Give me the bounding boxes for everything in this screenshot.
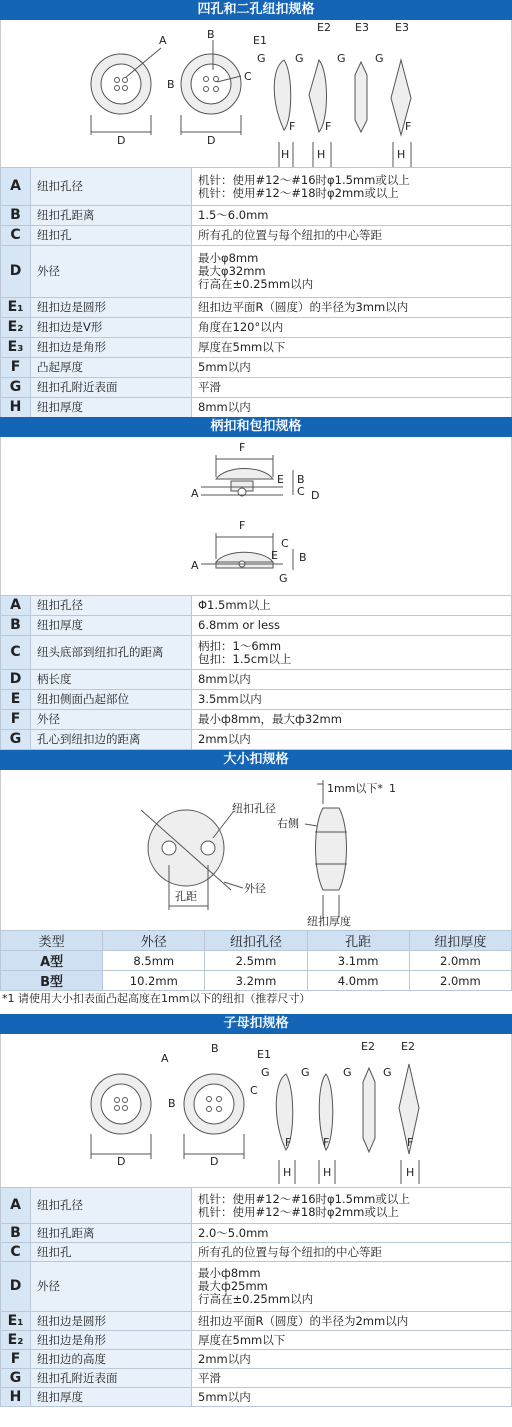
table-row	[1, 226, 512, 246]
label-e2a: E2	[361, 1040, 375, 1053]
row-value	[192, 1188, 512, 1224]
row-key: A	[1, 596, 31, 616]
table-row	[1, 690, 512, 710]
label-d1: D	[117, 1155, 126, 1168]
row-value: 3.5mm以内	[192, 690, 512, 710]
size-cell: A型	[1, 951, 103, 971]
button-diagram-1	[1, 20, 512, 167]
size-note: *1 请使用大小扣表面凸起高度在1mm以下的纽扣（推荐尺寸）	[2, 992, 311, 1005]
label-e2: E2	[317, 21, 331, 34]
row-key: B	[1, 206, 31, 226]
label-g4: G	[375, 52, 384, 65]
section-title-size-button: 大小扣规格	[0, 750, 512, 770]
label-outer: 外径	[244, 882, 266, 895]
row-name: 纽扣孔径	[31, 596, 192, 616]
row-key: E₁	[1, 298, 31, 318]
row-value: 纽扣边平面R（圆度）的半径为3mm以内	[192, 298, 512, 318]
row-name: 纽扣边的高度	[31, 1350, 192, 1369]
row-name: 孔心到纽扣边的距离	[31, 730, 192, 750]
row-key: A	[1, 1188, 31, 1224]
table-row	[1, 298, 512, 318]
row-key: A	[1, 168, 31, 206]
row-value: 5mm以内	[192, 1388, 512, 1407]
value-line: 最大φ32mm	[198, 264, 266, 278]
table-row	[1, 1262, 512, 1312]
table-row	[1, 246, 512, 298]
row-name: 纽扣孔距离	[31, 206, 192, 226]
label-f2: F	[325, 120, 332, 133]
row-name: 纽扣孔	[31, 1243, 192, 1262]
table-row	[1, 378, 512, 398]
value-line: 最小φ8mm	[198, 251, 259, 265]
size-cell: 2.5mm	[205, 951, 307, 971]
row-value: 8mm以内	[192, 670, 512, 690]
row-name: 纽扣孔径	[31, 168, 192, 206]
label-g2: G	[301, 1066, 310, 1079]
row-key: G	[1, 1369, 31, 1388]
label-h2: H	[317, 148, 326, 161]
row-key: G	[1, 378, 31, 398]
row-key: F	[1, 1350, 31, 1369]
row-value	[192, 246, 512, 298]
spec-table-snap-button	[0, 1187, 512, 1407]
col-dist: 孔距	[307, 931, 409, 951]
table-row	[1, 206, 512, 226]
label-a: A	[161, 1052, 169, 1065]
row-name: 外径	[31, 246, 192, 298]
table-row	[1, 1369, 512, 1388]
label-g3: G	[337, 52, 346, 65]
row-name: 外径	[31, 1262, 192, 1312]
row-value	[192, 168, 512, 206]
row-key: G	[1, 730, 31, 750]
figure-4hole-2hole	[0, 20, 512, 167]
label-g: G	[279, 572, 288, 585]
label-a: A	[159, 34, 167, 47]
spec-table-shank-covered	[0, 595, 512, 750]
value-line: 机针：使用#12～#16时φ1.5mm或以上	[198, 172, 410, 187]
label-g2: G	[295, 52, 304, 65]
label-f2: F	[323, 1136, 330, 1149]
table-row	[1, 710, 512, 730]
label-f1: F	[289, 120, 296, 133]
table-row	[1, 951, 512, 971]
label-c: C	[250, 1084, 258, 1097]
row-key: E₃	[1, 338, 31, 358]
label-e3a: E3	[355, 21, 369, 34]
row-name: 纽扣厚度	[31, 1388, 192, 1407]
table-row	[1, 1331, 512, 1350]
label-hole-dist: 孔距	[175, 890, 197, 903]
label-h2: H	[323, 1166, 332, 1179]
row-name: 纽扣侧面凸起部位	[31, 690, 192, 710]
label-h1: H	[283, 1166, 292, 1179]
label-d2: D	[210, 1155, 219, 1168]
label-right-side: 右侧	[277, 817, 299, 830]
label-e1: E1	[257, 1048, 271, 1061]
table-row	[1, 1312, 512, 1331]
row-value: 纽扣边平面R（圆度）的半径为2mm以内	[192, 1312, 512, 1331]
row-key: H	[1, 1388, 31, 1407]
row-value: 厚度在5mm以下	[192, 1331, 512, 1350]
row-name: 纽扣孔距离	[31, 1224, 192, 1243]
size-cell: 8.5mm	[103, 951, 205, 971]
table-row	[1, 730, 512, 750]
row-key: B	[1, 1224, 31, 1243]
label-g1: G	[261, 1066, 270, 1079]
label-e2b: E2	[401, 1040, 415, 1053]
row-value: 最小ф8mm，最大ф32mm	[192, 710, 512, 730]
row-key: B	[1, 616, 31, 636]
row-key: E	[1, 690, 31, 710]
row-value: 2mm以内	[192, 1350, 512, 1369]
label-bump: 1mm以下*	[327, 782, 383, 795]
value-line: 最小ф8mm	[198, 1266, 261, 1280]
table-header-row	[1, 931, 512, 951]
row-key: D	[1, 1262, 31, 1312]
col-type: 类型	[1, 931, 103, 951]
value-line: 包扣：1.5cm以上	[198, 651, 292, 666]
row-key: F	[1, 358, 31, 378]
row-name: 纽扣边是圆形	[31, 1312, 192, 1331]
row-name: 纽扣边是角形	[31, 1331, 192, 1350]
label-f3: F	[407, 1136, 414, 1149]
row-key: C	[1, 1243, 31, 1262]
size-cell: 10.2mm	[103, 971, 205, 991]
section-title-4hole-2hole: 四孔和二孔纽扣规格	[0, 0, 512, 20]
row-key: E₂	[1, 1331, 31, 1350]
label-b2: B	[168, 1097, 176, 1110]
row-name: 纽扣边是V形	[31, 318, 192, 338]
row-value: 所有孔的位置与每个纽扣的中心等距	[192, 226, 512, 246]
value-line: 行高在±0.25mm以内	[198, 1292, 314, 1306]
size-cell: B型	[1, 971, 103, 991]
row-key: E₂	[1, 318, 31, 338]
label-bump-note: 1	[389, 782, 396, 795]
row-name: 纽扣孔附近表面	[31, 378, 192, 398]
label-f1: F	[285, 1136, 292, 1149]
label-f3: F	[405, 120, 412, 133]
table-row	[1, 1224, 512, 1243]
table-row	[1, 358, 512, 378]
size-cell: 4.0mm	[307, 971, 409, 991]
label-b: B	[211, 1042, 219, 1055]
row-name: 纽扣孔	[31, 226, 192, 246]
label-f: F	[239, 441, 246, 454]
table-row	[1, 1350, 512, 1369]
row-value: 8mm以内	[192, 398, 512, 418]
row-value: 平滑	[192, 1369, 512, 1388]
spec-table-4hole-2hole	[0, 167, 512, 418]
row-value: 平滑	[192, 378, 512, 398]
row-value: Φ1.5mm以上	[192, 596, 512, 616]
row-name: 纽扣边是圆形	[31, 298, 192, 318]
label-d2: D	[207, 134, 216, 147]
value-line: 柄扣：1～6mm	[198, 638, 282, 653]
col-hole: 纽扣孔径	[205, 931, 307, 951]
table-row	[1, 398, 512, 418]
size-table	[0, 930, 512, 991]
table-row	[1, 636, 512, 670]
table-row	[1, 616, 512, 636]
row-name: 纽扣厚度	[31, 398, 192, 418]
table-row	[1, 1243, 512, 1262]
table-row	[1, 318, 512, 338]
row-key: D	[1, 670, 31, 690]
value-line: 机针：使用#12～#16时φ1.5mm或以上	[198, 1191, 410, 1206]
label-h1: H	[281, 148, 290, 161]
row-key: E₁	[1, 1312, 31, 1331]
row-value: 所有孔的位置与每个纽扣的中心等距	[192, 1243, 512, 1262]
row-key: D	[1, 246, 31, 298]
label-g3: G	[343, 1066, 352, 1079]
row-value: 角度在120°以内	[192, 318, 512, 338]
row-value: 5mm以内	[192, 358, 512, 378]
label-h3: H	[406, 1166, 415, 1179]
value-line: 机针：使用#12～#18时φ2mm或以上	[198, 185, 399, 200]
row-name: 纽扣孔径	[31, 1188, 192, 1224]
value-line: 机针：使用#12～#18时φ2mm或以上	[198, 1204, 399, 1219]
row-value	[192, 1262, 512, 1312]
label-b2: B	[167, 78, 175, 91]
figure-shank-covered	[0, 437, 512, 595]
label-c: C	[297, 485, 305, 498]
label-thickness: 纽扣厚度	[307, 915, 351, 928]
table-row	[1, 338, 512, 358]
label-b: B	[297, 473, 305, 486]
row-name: 外径	[31, 710, 192, 730]
row-value: 2.0～5.0mm	[192, 1224, 512, 1243]
table-row	[1, 670, 512, 690]
label-h3: H	[397, 148, 406, 161]
table-row	[1, 1388, 512, 1407]
value-line: 行高在±0.25mm以内	[198, 277, 314, 291]
section-title-shank-covered: 柄扣和包扣规格	[0, 417, 512, 437]
row-key: F	[1, 710, 31, 730]
shank-button-diagram	[1, 437, 512, 595]
label-g1: G	[257, 52, 266, 65]
size-button-diagram	[1, 770, 512, 930]
row-value: 厚度在5mm以下	[192, 338, 512, 358]
row-name: 纽扣边是角形	[31, 338, 192, 358]
label-c2: C	[281, 537, 289, 550]
label-e3b: E3	[395, 21, 409, 34]
table-row	[1, 971, 512, 991]
row-name: 柄长度	[31, 670, 192, 690]
label-b: B	[207, 28, 215, 41]
row-name: 纽扣孔附近表面	[31, 1369, 192, 1388]
value-line: 最大ф25mm	[198, 1279, 268, 1293]
label-a: A	[191, 487, 199, 500]
row-name: 纽扣厚度	[31, 616, 192, 636]
row-name: 凸起厚度	[31, 358, 192, 378]
label-d: D	[311, 489, 320, 502]
label-e: E	[277, 473, 284, 486]
label-c: C	[244, 70, 252, 83]
row-value: 1.5～6.0mm	[192, 206, 512, 226]
row-value	[192, 636, 512, 670]
section-title-snap-button: 子母扣规格	[0, 1014, 512, 1034]
label-f2: F	[239, 519, 246, 532]
row-key: C	[1, 636, 31, 670]
table-row	[1, 1188, 512, 1224]
size-cell: 3.2mm	[205, 971, 307, 991]
label-hole-dia: 纽扣孔径	[232, 802, 276, 815]
col-thick: 纽扣厚度	[409, 931, 511, 951]
col-outer: 外径	[103, 931, 205, 951]
row-value: 2mm以内	[192, 730, 512, 750]
row-value: 6.8mm or less	[192, 616, 512, 636]
row-name: 纽头底部到纽扣孔的距离	[31, 636, 192, 670]
label-g4: G	[383, 1066, 392, 1079]
figure-snap-button	[0, 1034, 512, 1187]
size-cell: 2.0mm	[409, 971, 511, 991]
row-key: C	[1, 226, 31, 246]
label-e1: E1	[253, 34, 267, 47]
label-e2: E	[271, 549, 278, 562]
table-row	[1, 596, 512, 616]
snap-button-diagram	[1, 1034, 512, 1187]
figure-size-button	[0, 770, 512, 930]
label-d1: D	[117, 134, 126, 147]
label-a2: A	[191, 559, 199, 572]
row-key: H	[1, 398, 31, 418]
table-row	[1, 168, 512, 206]
size-cell: 2.0mm	[409, 951, 511, 971]
size-cell: 3.1mm	[307, 951, 409, 971]
label-b2: B	[299, 551, 307, 564]
